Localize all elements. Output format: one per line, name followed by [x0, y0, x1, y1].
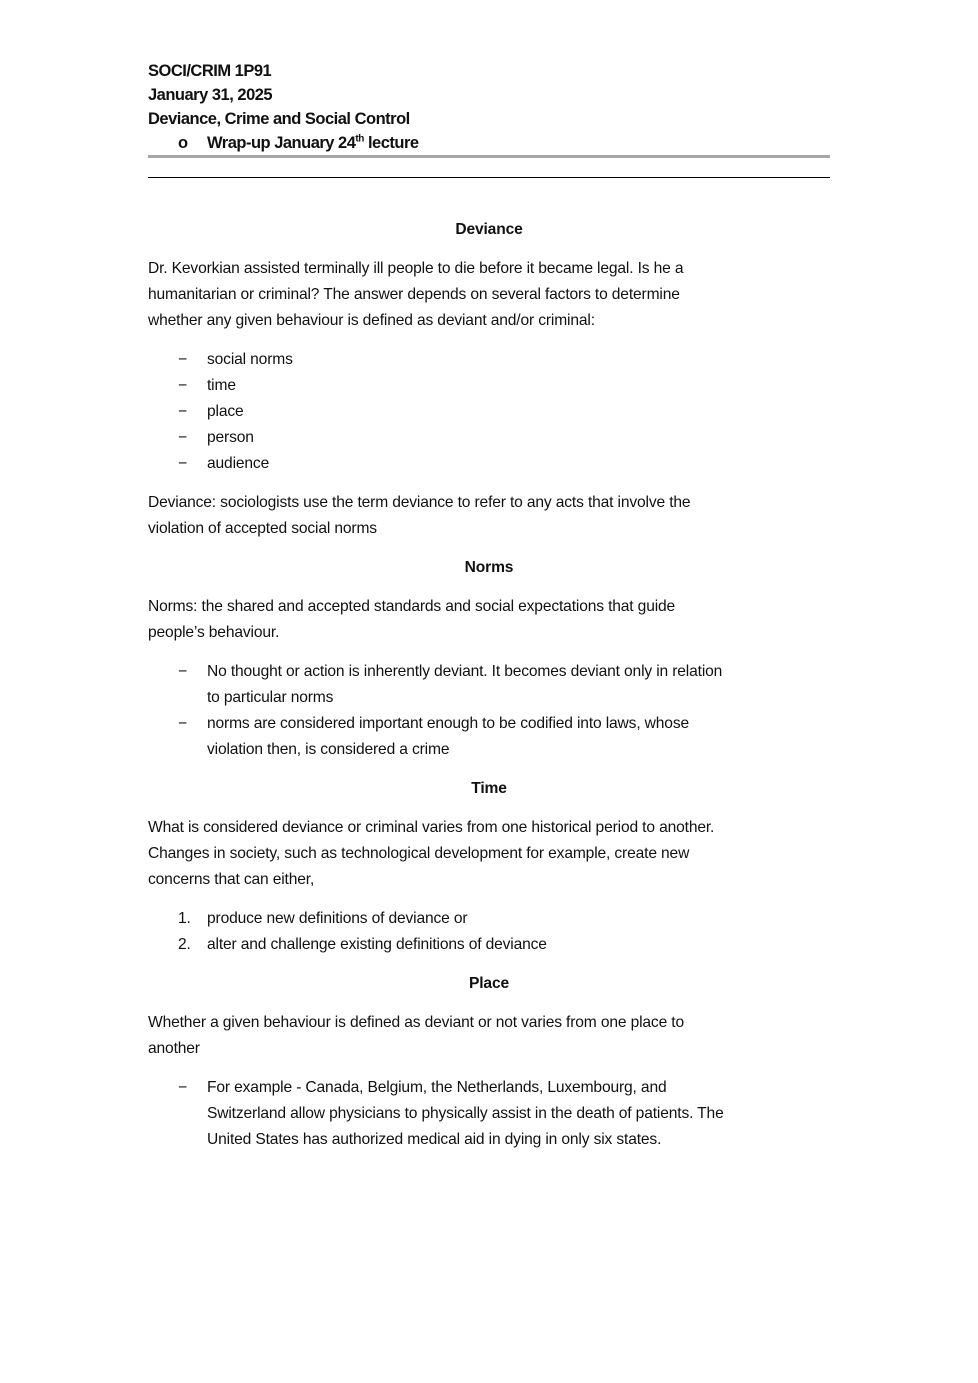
paragraph — [148, 1010, 830, 1062]
list-item-text: audience — [207, 455, 270, 472]
list-item — [148, 373, 830, 399]
list-number: 1. — [178, 910, 191, 927]
paragraph — [148, 256, 830, 334]
list-item-line: norms are considered important enough to be codified into laws, whose — [207, 715, 690, 732]
paragraph-line: Whether a given behaviour is defined as deviant or not varies from one place to — [148, 1014, 684, 1031]
bullet-list — [148, 1075, 830, 1153]
paragraph-line: What is considered deviance or criminal varies from one historical period to another. — [148, 819, 715, 836]
section-time — [148, 776, 830, 958]
list-item — [148, 1075, 830, 1153]
list-item-line: violation then, is considered a crime — [207, 741, 450, 758]
list-item-text: alter and challenge existing definitions of deviance — [207, 936, 547, 953]
section-heading: Deviance — [455, 221, 523, 238]
header-divider-gray — [148, 155, 830, 158]
bullet-list — [148, 906, 830, 958]
lecture-date: January 31, 2025 — [148, 86, 273, 104]
list-item — [148, 906, 830, 932]
dash-bullet-icon: − — [178, 429, 187, 446]
list-item — [148, 659, 830, 711]
section-norms — [148, 555, 830, 763]
sub-bullet-item — [148, 131, 830, 155]
list-item-text: social norms — [207, 351, 293, 368]
list-item — [148, 347, 830, 373]
document-body — [148, 217, 830, 1166]
section-heading: Time — [471, 780, 507, 797]
course-code: SOCI/CRIM 1P91 — [148, 62, 272, 80]
superscript: th — [355, 133, 364, 145]
list-number: 2. — [178, 936, 191, 953]
paragraph-line: Norms: the shared and accepted standards and social expectations that guide — [148, 598, 676, 615]
paragraph — [148, 490, 830, 542]
bullet-list — [148, 659, 830, 763]
paragraph-line: violation of accepted social norms — [148, 520, 377, 537]
paragraph-line: Deviance: sociologists use the term deviance to refer to any acts that involve the — [148, 494, 691, 511]
document-header — [148, 59, 830, 155]
section-heading: Place — [468, 975, 509, 992]
paragraph-line: concerns that can either, — [148, 871, 315, 888]
list-item-line: For example - Canada, Belgium, the Netherlands, Luxembourg, and — [207, 1079, 667, 1096]
dash-bullet-icon: − — [178, 715, 187, 732]
section-place — [148, 971, 830, 1153]
dash-bullet-icon: − — [178, 455, 187, 472]
dash-bullet-icon: − — [178, 663, 187, 680]
lecture-topic: Deviance, Crime and Social Control — [148, 110, 410, 128]
paragraph-line: Dr. Kevorkian assisted terminally ill people to die before it became legal. Is he a — [148, 260, 684, 277]
circle-bullet-icon: o — [178, 134, 188, 152]
bullet-list — [148, 347, 830, 477]
paragraph-line: another — [148, 1040, 200, 1057]
list-item-text: person — [207, 429, 254, 446]
header-divider-black — [148, 177, 830, 178]
list-item — [148, 399, 830, 425]
list-item-line: United States has authorized medical aid in dying in only six states. — [207, 1131, 662, 1148]
sub-text-end: lecture — [363, 134, 419, 152]
list-item — [148, 711, 830, 763]
sub-text: Wrap-up January 24 — [207, 134, 356, 152]
list-item-line: No thought or action is inherently deviant. It becomes deviant only in relation — [207, 663, 723, 680]
list-item-text: time — [207, 377, 236, 394]
list-item-text: produce new definitions of deviance or — [207, 910, 468, 927]
list-item — [148, 451, 830, 477]
dash-bullet-icon: − — [178, 377, 187, 394]
section-heading: Norms — [464, 559, 514, 576]
paragraph-line: whether any given behaviour is defined as deviant and/or criminal: — [148, 312, 595, 329]
list-item — [148, 932, 830, 958]
dash-bullet-icon: − — [178, 403, 187, 420]
paragraph-line: people’s behaviour. — [148, 624, 280, 641]
section-deviance — [148, 217, 830, 542]
paragraph-line: humanitarian or criminal? The answer depends on several factors to determine — [148, 286, 680, 303]
paragraph — [148, 594, 830, 646]
list-item — [148, 425, 830, 451]
list-item-line: Switzerland allow physicians to physically assist in the death of patients. The — [207, 1105, 724, 1122]
list-item-line: to particular norms — [207, 689, 334, 706]
dash-bullet-icon: − — [178, 1079, 187, 1096]
list-item-text: place — [207, 403, 244, 420]
dash-bullet-icon: − — [178, 351, 187, 368]
paragraph — [148, 815, 830, 893]
paragraph-line: Changes in society, such as technological development for example, create new — [148, 845, 690, 862]
